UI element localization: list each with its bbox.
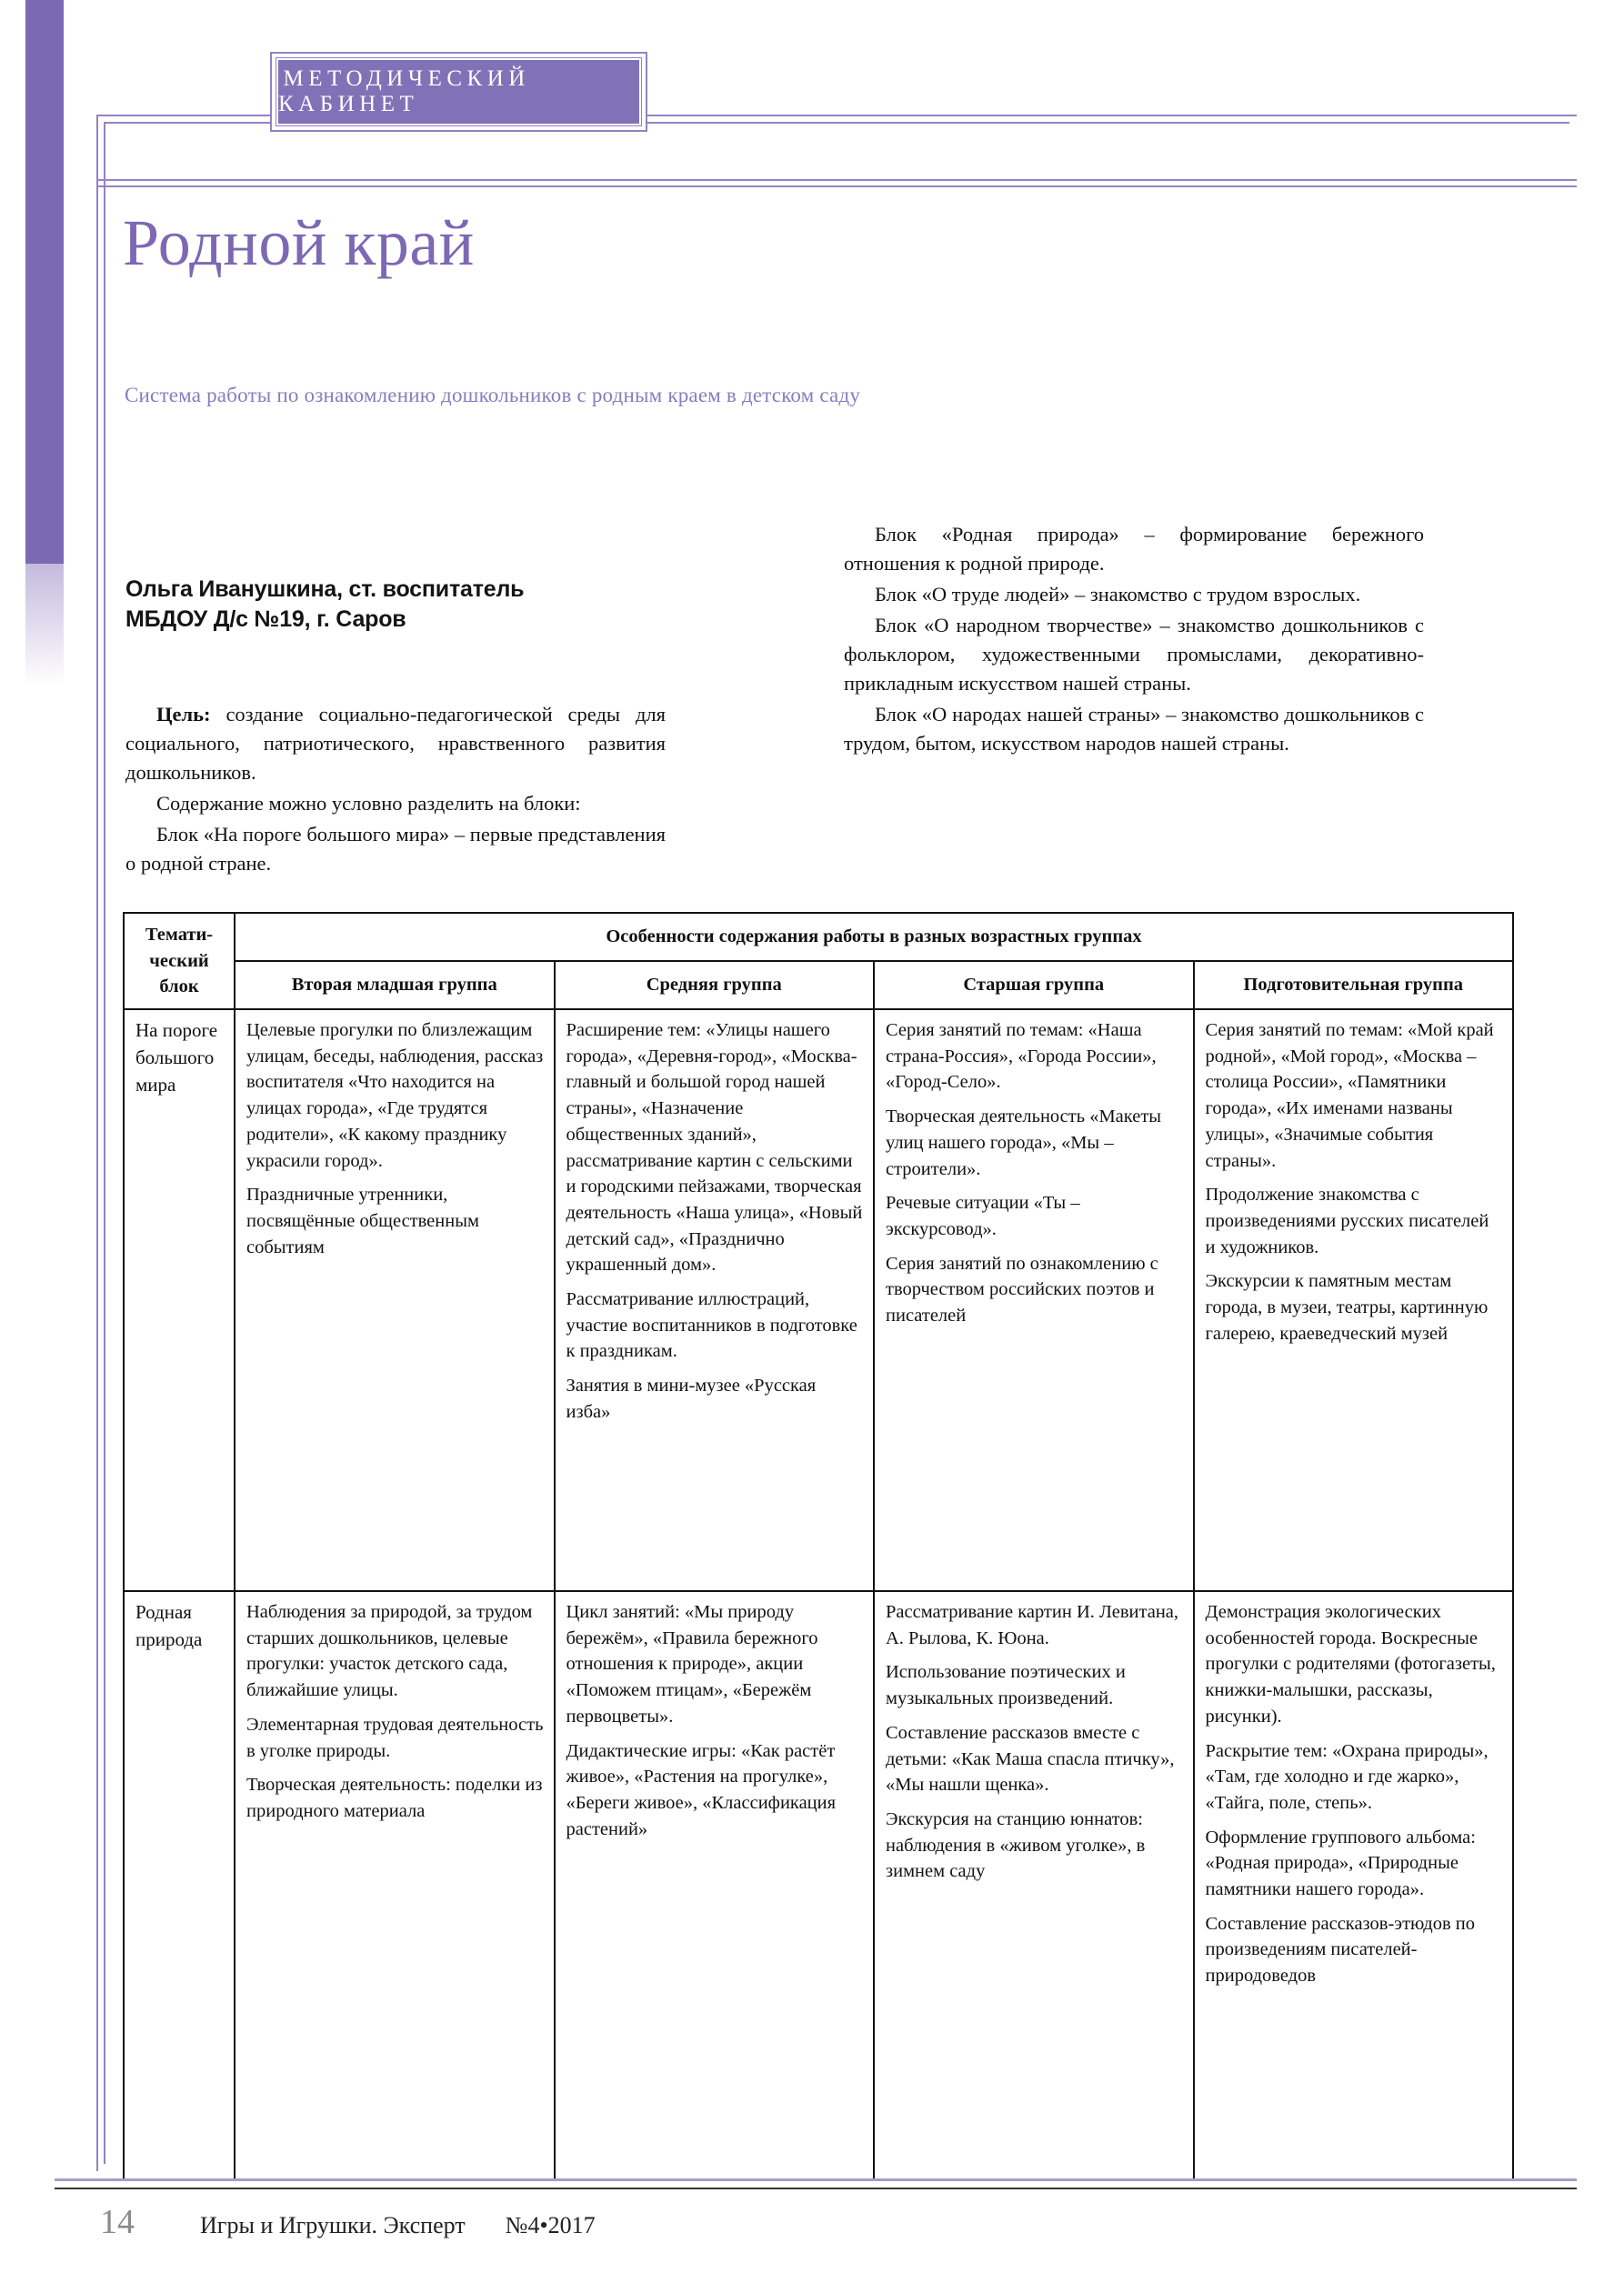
rubric-banner-inner-border: [276, 57, 642, 126]
paragraph-block-1: Блок «На пороге большого мира» – первые представления о родной стране.: [125, 822, 666, 875]
left-accent-bar-solid: [25, 0, 64, 564]
row-1-block-label: На пороге большого мира: [124, 1009, 235, 1591]
rubric-banner: [270, 52, 647, 132]
paragraph-block-3: Блок «О труде людей» – знакомство с трудом взрослых.: [875, 582, 1361, 606]
cell-paragraph: Серия занятий по темам: «Мой край родной», «Мой город», «Москва – столица России», «Памятники города», «Их именами названы улицы», «Значимые события страны».: [1205, 1020, 1494, 1171]
body-column-right: [844, 520, 1424, 760]
publication-title: Игры и Игрушки. Эксперт: [200, 2212, 466, 2238]
cell-paragraph: Оформление группового альбома: «Родная природа», «Природные памятники нашего города».: [1205, 1827, 1476, 1899]
paragraph-block-2: Блок «Родная природа» – формирование бережного отношения к родной природе.: [844, 523, 1424, 575]
row-2-senior-cell: [874, 1591, 1194, 2180]
cell-paragraph: Экскурсии к памятным местам города, в музеи, театры, картинную галерею, краеведческий музей: [1205, 1271, 1489, 1344]
cell-paragraph: Продолжение знакомства с произведениями русских писателей и художников.: [1205, 1185, 1489, 1257]
cell-paragraph: Речевые ситуации «Ты – экскурсовод».: [886, 1193, 1080, 1239]
row-2-preparatory-cell: [1194, 1591, 1514, 2180]
row-1-senior-cell: [874, 1009, 1194, 1591]
cell-paragraph: Творческая деятельность «Макеты улиц нашего города», «Мы – строители».: [886, 1106, 1162, 1179]
author-name-role: Ольга Иванушкина, ст. воспитатель: [125, 576, 525, 602]
table-head: [124, 913, 1513, 1009]
paragraph-block-4: Блок «О народном творчестве» – знакомство дошкольников с фольклором, художественными промыслами, декоративно-прикладным искусством нашей страны.: [844, 613, 1424, 695]
row-1-second-junior-cell: [235, 1009, 555, 1591]
table-header-row-groups: [124, 961, 1513, 1009]
cell-paragraph: Серия занятий по темам: «Наша страна-Россия», «Города России», «Город-Село».: [886, 1020, 1157, 1093]
cell-paragraph: Рассматривание картин И. Левитана, А. Рылова, К. Юона.: [886, 1602, 1179, 1648]
cell-paragraph: Рассматривание иллюстраций, участие воспитанников в подготовке к праздникам.: [566, 1288, 857, 1362]
issue-number: №4•2017: [505, 2212, 596, 2238]
page-footer: [100, 2202, 596, 2242]
header-group-second-junior: Вторая младшая группа: [235, 961, 555, 1009]
table-row: [124, 1009, 1513, 1591]
article-headline: Родной край: [123, 206, 475, 279]
header-group-senior: Старшая группа: [874, 961, 1194, 1009]
paragraph-goal: [125, 700, 666, 787]
cell-paragraph: Использование поэтических и музыкальных произведений.: [886, 1662, 1126, 1709]
cell-paragraph: Составление рассказов вместе с детьми: «Как Маша спасла птичку», «Мы нашли щенка».: [886, 1722, 1175, 1796]
header-thematic-block: [124, 913, 235, 1009]
header-thematic-block-line-1: Темати-: [145, 925, 214, 945]
cell-paragraph: Составление рассказов-этюдов по произведениям писателей-природоведов: [1205, 1913, 1476, 1986]
row-2-second-junior-cell: [235, 1591, 555, 2180]
paragraph-goal-rest: создание социально-педагогической среды для социального, патриотического, нравственного развития дошкольников.: [125, 703, 666, 784]
header-thematic-block-line-3: блок: [159, 976, 199, 997]
paragraph-block-5: Блок «О народах нашей страны» – знакомство дошкольников с трудом, бытом, искусством народов нашей страны.: [844, 702, 1424, 755]
row-2-block-label: Родная природа: [124, 1591, 235, 2180]
header-thematic-block-line-2: ческий: [149, 950, 209, 971]
header-group-preparatory: Подготовительная группа: [1194, 961, 1514, 1009]
header-group-middle: Средняя группа: [555, 961, 875, 1009]
footer-rule-purple: [55, 2178, 1577, 2181]
cell-paragraph: Наблюдения за природой, за трудом старших дошкольников, целевые прогулки: участок детского сада, ближайшие улицы.: [246, 1602, 533, 1701]
table-header-row-span: [124, 913, 1513, 961]
cell-paragraph: Творческая деятельность: поделки из природного материала: [246, 1775, 543, 1821]
author-affiliation: МБДОУ Д/с №19, г. Саров: [125, 606, 406, 632]
cell-paragraph: Серия занятий по ознакомлению с творчеством российских поэтов и писателей: [886, 1253, 1158, 1326]
goal-lead-in: Цель:: [156, 703, 211, 726]
cell-paragraph: Занятия в мини-музее «Русская изба»: [566, 1376, 817, 1422]
cell-paragraph: Целевые прогулки по близлежащим улицам, беседы, наблюдения, рассказ воспитателя «Что находится на улицах города», «Где трудятся родители», «К какому празднику украсили город».: [246, 1020, 544, 1171]
body-column-left: [125, 700, 666, 880]
cell-paragraph: Экскурсия на станцию юннатов: наблюдения в «живом уголке», в зимнем саду: [886, 1808, 1146, 1882]
row-1-middle-cell: [555, 1009, 875, 1591]
footer-rule-dark: [55, 2188, 1577, 2189]
age-group-matrix-table: [123, 912, 1514, 2181]
cell-paragraph: Цикл занятий: «Мы природу бережём», «Правила бережного отношения к природе», акции «Поможем птицам», «Бережём первоцветы».: [566, 1602, 818, 1727]
cell-paragraph: Праздничные утренники, посвящённые общественным событиям: [246, 1185, 479, 1257]
cell-paragraph: Дидактические игры: «Как растёт живое», «Растения на прогулке», «Береги живое», «Классификация растений»: [566, 1740, 837, 1839]
cell-paragraph: Элементарная трудовая деятельность в уголке природы.: [246, 1714, 544, 1761]
row-1-preparatory-cell: [1194, 1009, 1514, 1591]
header-rule-lower: [96, 185, 1577, 187]
page-number: 14: [100, 2203, 135, 2241]
header-rule-upper: [96, 179, 1577, 181]
cell-paragraph: Расширение тем: «Улицы нашего города», «Деревня-город», «Москва-главный и большой город нашей страны», «Назначение общественных зданий», рассматривание картин с сельскими и городскими пейзажами, творческая деятельность «Наша улица», «Новый детский сад», «Празднично украшенный дом».: [566, 1020, 863, 1276]
paragraph-structure: Содержание можно условно разделить на блоки:: [156, 791, 581, 815]
cell-paragraph: Раскрытие тем: «Охрана природы», «Там, где холодно и где жарко», «Тайга, поле, степь».: [1205, 1740, 1489, 1813]
author-block: [125, 575, 635, 635]
cell-paragraph: Демонстрация экологических особенностей города. Воскресные прогулки с родителями (фотогазеты, книжки-малышки, рассказы, рисунки).: [1205, 1602, 1496, 1727]
article-deck: Система работы по ознакомлению дошкольников с родным краем в детском саду: [125, 384, 861, 406]
table-row: [124, 1591, 1513, 2180]
table-body: [124, 1009, 1513, 2180]
row-2-middle-cell: [555, 1591, 875, 2180]
header-span-features: Особенности содержания работы в разных возрастных группах: [235, 913, 1513, 961]
rubric-label: МЕТОДИЧЕСКИЙ КАБИНЕТ: [278, 60, 639, 124]
